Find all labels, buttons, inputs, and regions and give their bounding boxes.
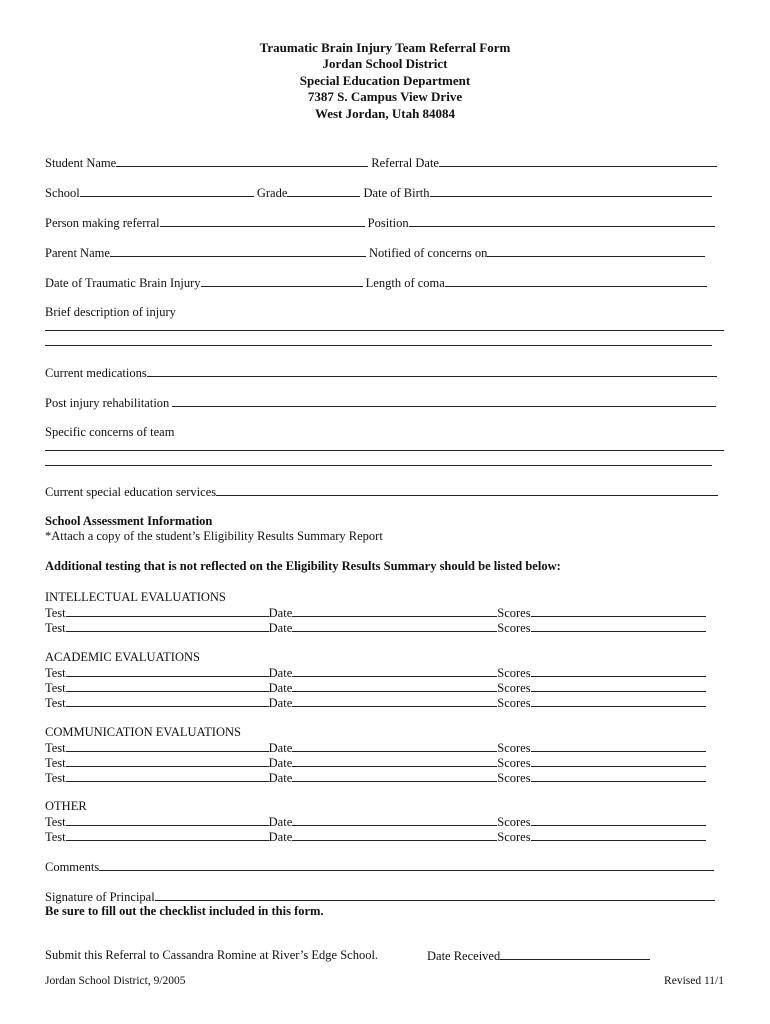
date-of-birth-label: Date of Birth	[363, 186, 430, 200]
date-field[interactable]	[292, 828, 497, 841]
date-field[interactable]	[292, 619, 497, 632]
scores-field[interactable]	[531, 828, 706, 841]
assessment-heading: School Assessment Information	[45, 514, 213, 528]
test-field[interactable]	[66, 619, 269, 632]
current-medications-field[interactable]	[147, 364, 717, 377]
test-label: Test	[45, 696, 66, 710]
person-making-referral-label: Person making referral	[45, 216, 160, 230]
test-label: Test	[45, 681, 66, 695]
date-field[interactable]	[292, 604, 497, 617]
street-address: 7387 S. Campus View Drive	[307, 89, 463, 105]
scores-field[interactable]	[531, 694, 706, 707]
other-test-row	[45, 813, 706, 829]
referral-date-label: Referral Date	[371, 156, 439, 170]
test-field[interactable]	[66, 754, 269, 767]
scores-label: Scores	[497, 830, 531, 844]
date-label: Date	[268, 681, 293, 695]
school-label: School	[45, 186, 80, 200]
date-field[interactable]	[292, 694, 497, 707]
brief-description-label: Brief description of injury	[45, 305, 176, 319]
scores-field[interactable]	[531, 739, 706, 752]
academic-test-row	[45, 679, 706, 695]
test-field[interactable]	[66, 739, 269, 752]
date-label: Date	[268, 815, 293, 829]
district-date-footer: Jordan School District, 9/2005	[45, 975, 186, 987]
scores-label: Scores	[497, 621, 531, 635]
test-label: Test	[45, 771, 66, 785]
scores-label: Scores	[497, 756, 531, 770]
post-injury-rehab-label: Post injury rehabilitation	[45, 396, 170, 410]
date-label: Date	[268, 621, 293, 635]
test-field[interactable]	[66, 769, 269, 782]
date-of-injury-label: Date of Traumatic Brain Injury	[45, 276, 201, 290]
scores-field[interactable]	[531, 604, 706, 617]
injury-date-row	[45, 274, 707, 290]
scores-label: Scores	[497, 771, 531, 785]
parent-name-label: Parent Name	[45, 246, 110, 260]
form-title: Traumatic Brain Injury Team Referral Form	[259, 40, 511, 55]
test-label: Test	[45, 741, 66, 755]
brief-description-line-1[interactable]	[45, 330, 724, 331]
scores-label: Scores	[497, 666, 531, 680]
position-label: Position	[367, 216, 409, 230]
scores-field[interactable]	[531, 754, 706, 767]
communication-test-row	[45, 739, 706, 755]
scores-label: Scores	[497, 606, 531, 620]
test-field[interactable]	[66, 664, 269, 677]
test-label: Test	[45, 756, 66, 770]
test-label: Test	[45, 621, 66, 635]
communication-evaluations-heading: COMMUNICATION EVALUATIONS	[45, 725, 241, 739]
intellectual-evaluations-heading: INTELLECTUAL EVALUATIONS	[45, 590, 226, 604]
current-sped-services-field[interactable]	[216, 483, 718, 496]
scores-label: Scores	[497, 815, 531, 829]
scores-field[interactable]	[531, 619, 706, 632]
medications-row	[45, 364, 717, 380]
current-sped-services-label: Current special education services	[45, 485, 217, 499]
revised-footer: Revised 11/1	[664, 975, 724, 987]
academic-test-row	[45, 694, 706, 710]
signature-field[interactable]	[155, 888, 715, 901]
length-of-coma-label: Length of coma	[365, 276, 445, 290]
intellectual-test-row	[45, 604, 706, 620]
communication-test-row	[45, 754, 706, 770]
scores-field[interactable]	[531, 769, 706, 782]
signature-label: Signature of Principal	[45, 890, 155, 904]
position-field[interactable]	[409, 214, 715, 227]
scores-label: Scores	[497, 741, 531, 755]
scores-label: Scores	[497, 696, 531, 710]
comments-label: Comments	[45, 860, 100, 874]
parent-name-field[interactable]	[110, 244, 366, 257]
test-label: Test	[45, 606, 66, 620]
checklist-note: Be sure to fill out the checklist included in this form.	[45, 904, 324, 918]
date-label: Date	[268, 696, 293, 710]
test-field[interactable]	[66, 828, 269, 841]
parent-row	[45, 244, 705, 260]
date-received-label: Date Received	[427, 949, 501, 963]
specific-concerns-line-2[interactable]	[45, 465, 712, 466]
date-label: Date	[268, 771, 293, 785]
submit-note: Submit this Referral to Cassandra Romine at River’s Edge School.	[45, 948, 379, 962]
test-field[interactable]	[66, 813, 269, 826]
sped-services-row	[45, 483, 718, 499]
comments-field[interactable]	[99, 858, 714, 871]
intellectual-test-row	[45, 619, 706, 635]
date-field[interactable]	[292, 754, 497, 767]
district-name: Jordan School District	[322, 56, 448, 72]
date-received-field[interactable]	[500, 947, 650, 960]
student-name-label: Student Name	[45, 156, 117, 170]
test-field[interactable]	[66, 694, 269, 707]
other-test-row	[45, 828, 706, 844]
test-field[interactable]	[66, 604, 269, 617]
referrer-row	[45, 214, 715, 230]
school-field[interactable]	[80, 184, 254, 197]
city-state-zip: West Jordan, Utah 84084	[314, 105, 456, 121]
date-of-birth-field[interactable]	[430, 184, 712, 197]
form-header	[0, 40, 770, 122]
student-name-row	[45, 154, 717, 170]
referral-date-field[interactable]	[439, 154, 717, 167]
current-medications-label: Current medications	[45, 366, 147, 380]
assessment-note: *Attach a copy of the student’s Eligibility Results Summary Report	[45, 529, 383, 543]
comments-row	[45, 858, 714, 874]
signature-row	[45, 888, 715, 904]
post-injury-rehab-field[interactable]	[172, 394, 716, 407]
scores-label: Scores	[497, 681, 531, 695]
date-field[interactable]	[292, 813, 497, 826]
date-label: Date	[268, 606, 293, 620]
person-making-referral-field[interactable]	[160, 214, 365, 227]
test-field[interactable]	[66, 679, 269, 692]
school-row	[45, 184, 712, 200]
scores-field[interactable]	[531, 813, 706, 826]
other-evaluations-heading: OTHER	[45, 799, 87, 813]
test-label: Test	[45, 830, 66, 844]
scores-field[interactable]	[531, 679, 706, 692]
date-label: Date	[268, 741, 293, 755]
date-of-injury-field[interactable]	[201, 274, 363, 287]
date-label: Date	[268, 666, 293, 680]
length-of-coma-field[interactable]	[445, 274, 707, 287]
date-label: Date	[268, 830, 293, 844]
additional-testing-note: Additional testing that is not reflected on the Eligibility Results Summary should be listed below:	[45, 559, 561, 573]
student-name-field[interactable]	[116, 154, 368, 167]
date-field[interactable]	[292, 769, 497, 782]
department-name: Special Education Department	[299, 72, 471, 88]
academic-test-row	[45, 664, 706, 680]
date-field[interactable]	[292, 679, 497, 692]
specific-concerns-label: Specific concerns of team	[45, 425, 175, 439]
rehab-row	[45, 394, 716, 410]
scores-field[interactable]	[531, 664, 706, 677]
grade-label: Grade	[256, 186, 288, 200]
grade-field[interactable]	[287, 184, 360, 197]
notified-field[interactable]	[487, 244, 705, 257]
communication-test-row	[45, 769, 706, 785]
date-label: Date	[268, 756, 293, 770]
test-label: Test	[45, 815, 66, 829]
brief-description-line-2[interactable]	[45, 345, 712, 346]
academic-evaluations-heading: ACADEMIC EVALUATIONS	[45, 650, 200, 664]
date-field[interactable]	[292, 739, 497, 752]
date-received-row	[427, 947, 650, 963]
test-label: Test	[45, 666, 66, 680]
notified-label: Notified of concerns on	[369, 246, 488, 260]
date-field[interactable]	[292, 664, 497, 677]
specific-concerns-line-1[interactable]	[45, 450, 724, 451]
